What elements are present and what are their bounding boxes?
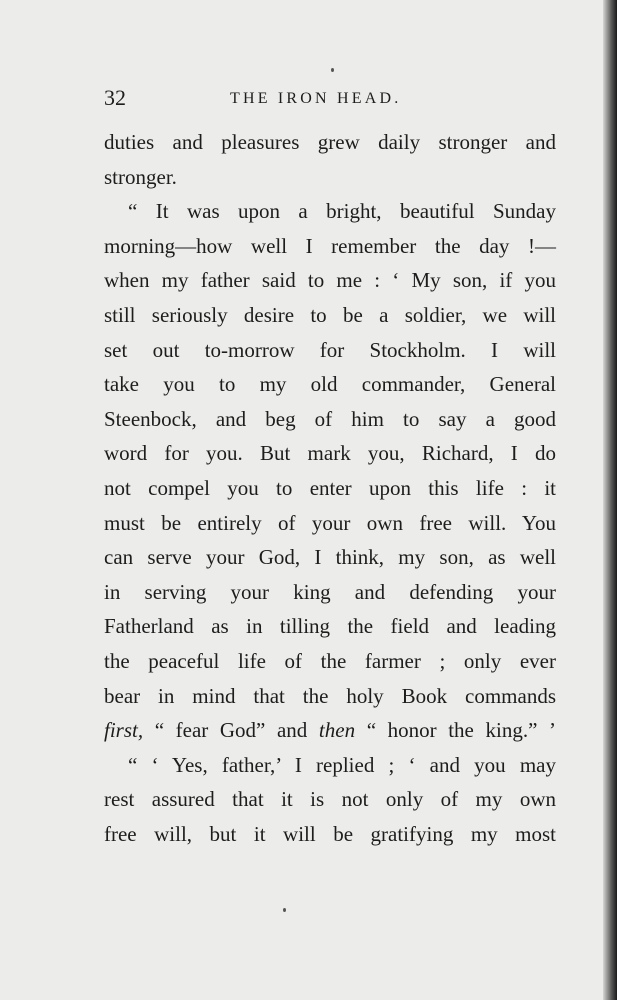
text-line: duties and pleasures grew daily stronger and [104,130,556,154]
text-line: free will, but it will be gratifying my most [104,821,556,846]
text-segment: “ honor the king.” ’ [355,718,556,743]
page-number: 32 [104,85,126,110]
emphasis-first: first, [104,718,144,743]
page-gutter-shadow [603,0,617,1000]
text-line: set out to-morrow for Stockholm. I will [104,337,556,362]
text-line: can serve your God, I think, my son, as well [104,545,556,570]
page-header [104,84,556,114]
text-line: word for you. But mark you, Richard, I do [104,441,556,466]
text-line: the peaceful life of the farmer ; only ever [104,648,556,673]
text-line: take you to my old commander, General [104,372,556,397]
print-speck [283,908,286,912]
emphasis-then: then [318,718,356,743]
text-line: still seriously desire to be a soldier, we will [104,302,556,327]
text-line: in serving your king and defending your [104,579,556,604]
text-line: “ ‘ Yes, father,’ I replied ; ‘ and you may [128,752,556,777]
text-line [104,713,556,748]
text-line: “ It was upon a bright, beautiful Sunday [128,199,556,224]
text-line: bear in mind that the holy Book commands [104,683,556,708]
body-text [104,125,556,851]
text-line: when my father said to me : ‘ My son, if you [104,268,556,293]
running-title: THE IRON HEAD. [230,90,402,107]
text-line: morning—how well I remember the day !— [104,233,556,258]
text-line: stronger. [104,164,177,189]
print-speck [331,68,334,72]
text-line: Steenbock, and beg of him to say a good [104,406,556,431]
text-line: must be entirely of your own free will. You [104,510,556,535]
text-line: Fatherland as in tilling the field and leading [104,614,556,639]
text-segment: “ fear God” and [143,718,319,743]
text-line: rest assured that it is not only of my own [104,787,556,812]
text-line: not compel you to enter upon this life : it [104,475,556,500]
